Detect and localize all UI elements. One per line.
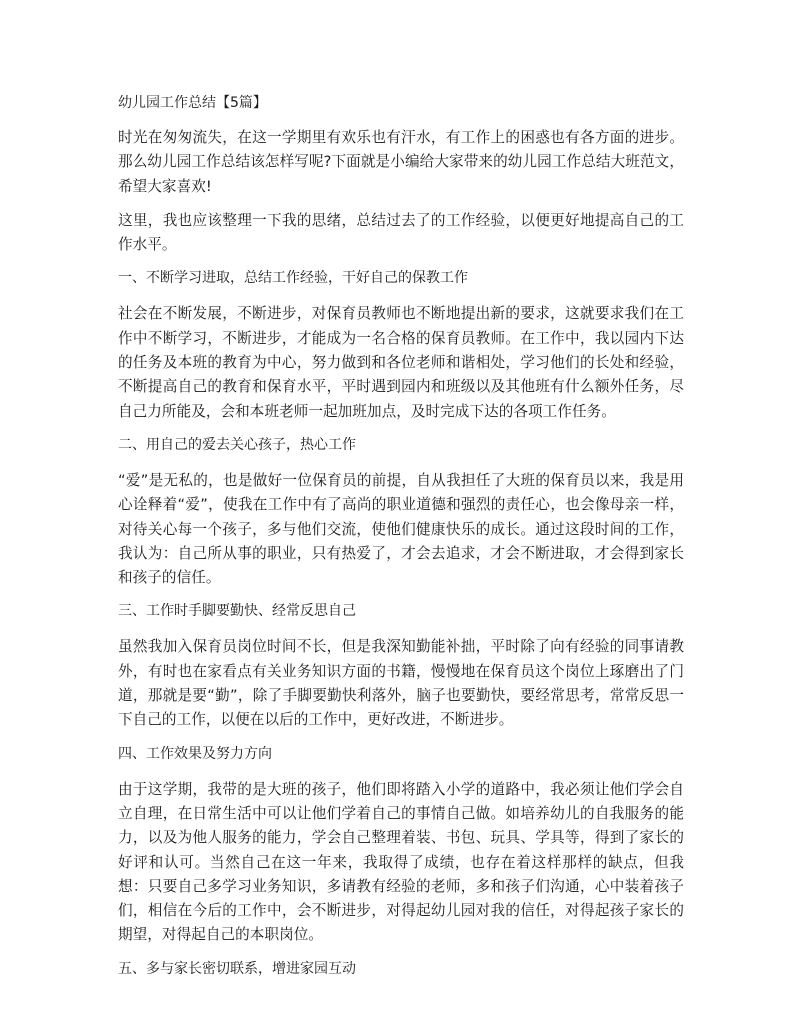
intro-paragraph: 时光在匆匆流失，在这一学期里有欢乐也有汗水，有工作上的困惑也有各方面的进步。那么幼儿园工作总结该怎样写呢?下面就是小编给大家带来的幼儿园工作总结大班范文，希望大家喜欢! [118, 129, 684, 195]
section-3-body: 虽然我加入保育员岗位时间不长，但是我深知勤能补拙，平时除了向有经验的同事请教外，有时也在家看点有关业务知识方面的书籍，慢慢地在保育员这个岗位上琢磨出了门道，那就是要“勤”，除了手脚要勤快利落外，脑子也要勤快，要经常思考，常常反思一下自己的工作，以便在以后的工作中，更好改进，不断进步。 [118, 638, 684, 729]
section-1-body: 社会在不断发展，不断进步，对保育员教师也不断地提出新的要求，这就要求我们在工作中不断学习，不断进步，才能成为一名合格的保育员教师。在工作中，我以园内下达的任务及本班的教育为中心，努力做到和各位老师和谐相处，学习他们的长处和经验，不断提高自己的教育和保育水平，平时遇到园内和班级以及其他班有什么额外任务，尽自己力所能及，会和本班老师一起加班加点，及时完成下达的各项工作任务。 [118, 305, 684, 420]
document-title: 幼儿园工作总结【5篇】 [118, 95, 267, 111]
section-4-heading: 四、工作效果及努力方向 [118, 745, 272, 762]
section-4-body: 由于这学期，我带的是大班的孩子，他们即将踏入小学的道路中，我必须让他们学会自立自理，在日常生活中可以让他们学着自己的事情自己做。如培养幼儿的自我服务的能力，以及为他人服务的能力，学会自己整理着装、书包、玩具、学具等，得到了家长的好评和认可。当然自己在这一年来，我取得了成绩，也存在着这样那样的缺点，但我想：只要自己多学习业务知识，多请教有经验的老师，多和孩子们沟通，心中装着孩子们，相信在今后的工作中，会不断进步，对得起幼儿园对我的信任，对得起孩子家长的期望，对得起自己的本职岗位。 [118, 780, 684, 944]
document-page [118, 92, 684, 993]
section-2-heading: 二、用自己的爱去关心孩子，热心工作 [118, 436, 356, 453]
section-5-heading: 五、多与家长密切联系，增进家园互动 [118, 960, 356, 977]
section-1-heading: 一、不断学习进取，总结工作经验，干好自己的保教工作 [118, 270, 468, 287]
section-2-body: “爱”是无私的，也是做好一位保育员的前提，自从我担任了大班的保育员以来，我是用心诠释着“爱”，使我在工作中有了高尚的职业道德和强烈的责任心，也会像母亲一样，对待关心每一个孩子，多与他们交流，使他们健康快乐的成长。通过这段时间的工作，我认为：自己所从事的职业，只有热爱了，才会去追求，才会不断进取，才会得到家长和孩子的信任。 [118, 471, 684, 587]
opening-paragraph: 这里，我也应该整理一下我的思绪，总结过去了的工作经验，以便更好地提高自己的工作水平。 [118, 211, 684, 254]
section-3-heading: 三、工作时手脚要勤快、经常反思自己 [118, 603, 356, 620]
